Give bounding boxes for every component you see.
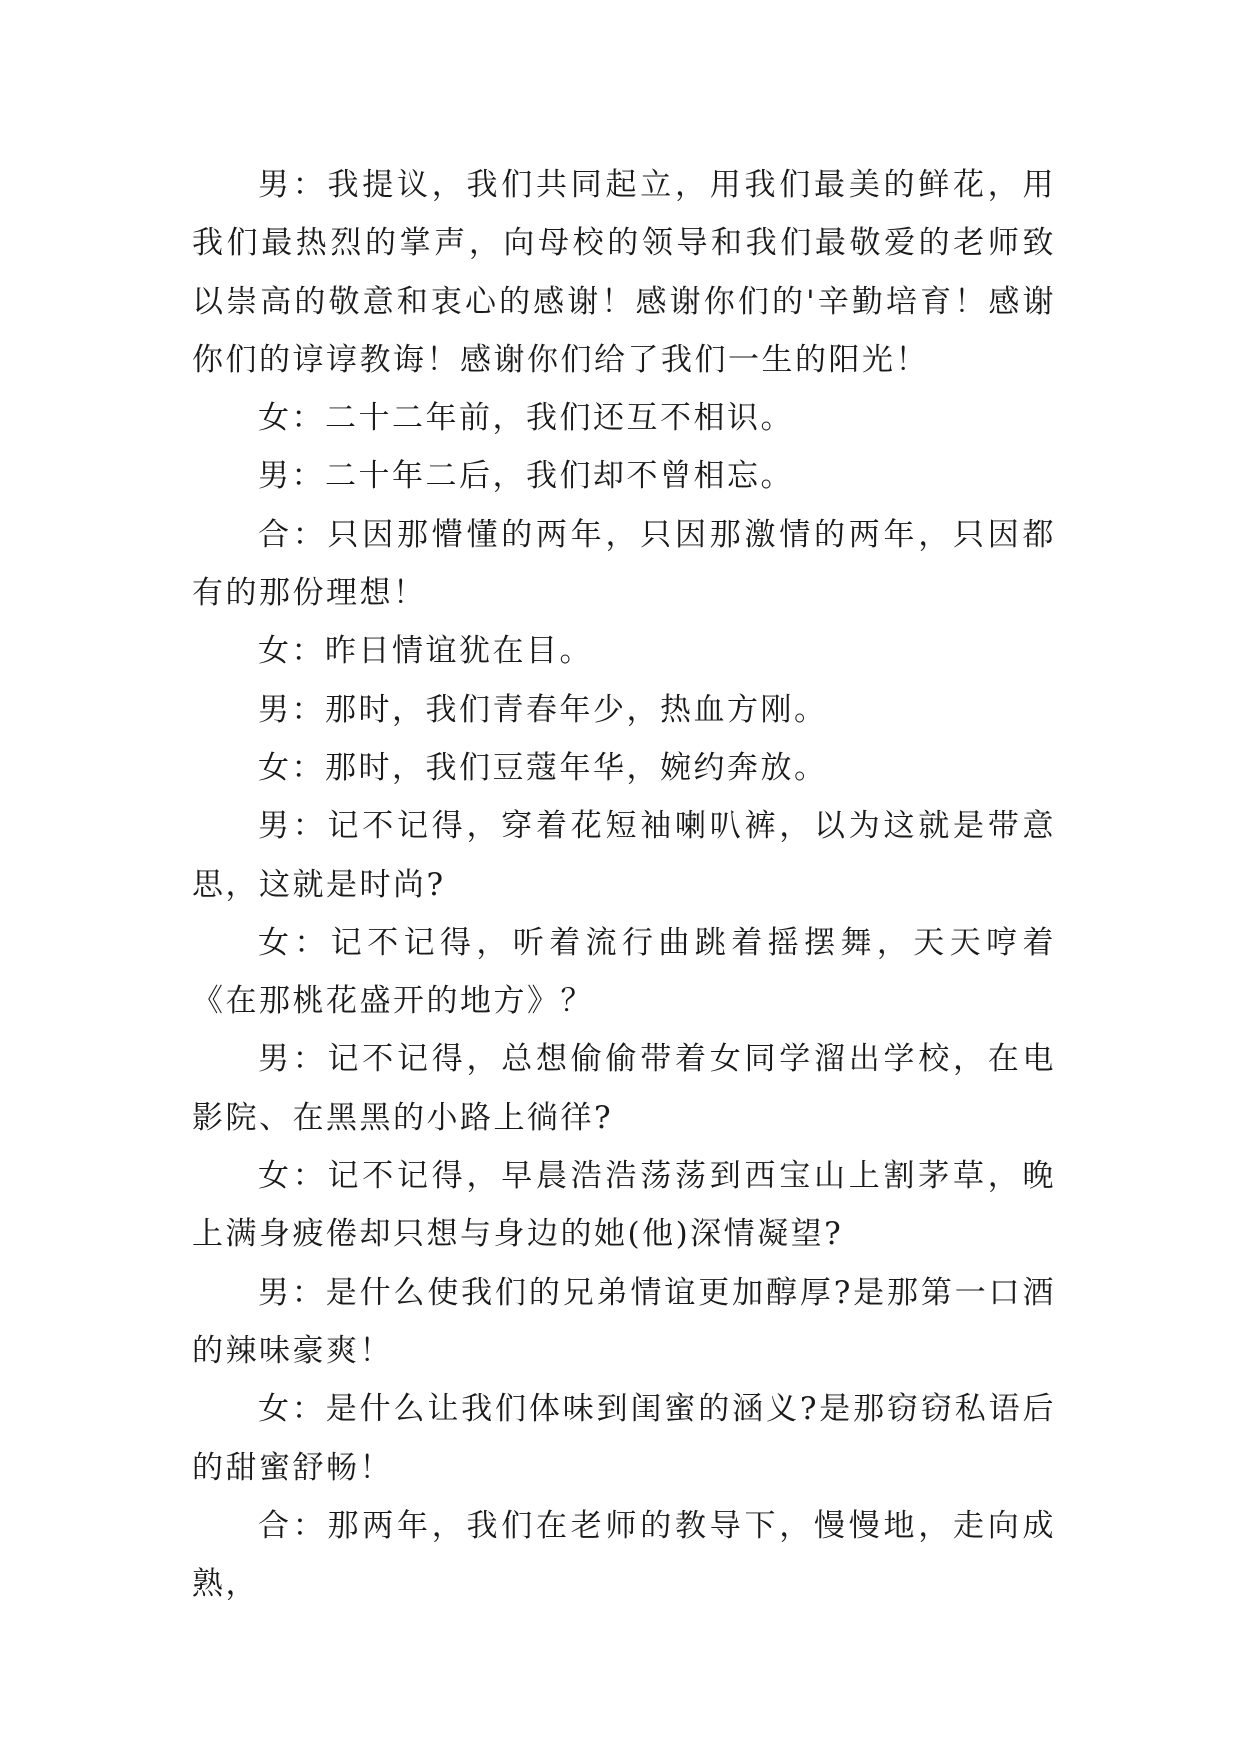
paragraph: 男：记不记得，总想偷偷带着女同学溜出学校，在电影院、在黑黑的小路上徜徉?: [192, 1041, 1056, 1136]
paragraph: 男：我提议，我们共同起立，用我们最美的鲜花，用我们最热烈的掌声，向母校的领导和我们最敬爱的老师致以崇高的敬意和衷心的感谢！感谢你们的'辛勤培育！感谢你们的谆谆教诲！感谢你们给了我们一生的阳光！: [192, 167, 1056, 378]
paragraph: 合：只因那懵懂的两年，只因那激情的两年，只因都有的那份理想！: [192, 516, 1056, 612]
paragraph: 女：昨日情谊犹在目。: [258, 633, 593, 670]
paragraph: 女：记不记得，早晨浩浩荡荡到西宝山上割茅草，晚上满身疲倦却只想与身边的她(他)深情凝望?: [192, 1158, 1056, 1253]
paragraph: 女：记不记得，听着流行曲跳着摇摆舞，天天哼着《在那桃花盛开的地方》？: [192, 924, 1056, 1020]
paragraph: 女：是什么让我们体味到闺蜜的涵义?是那窃窃私语后的甜蜜舒畅！: [192, 1391, 1056, 1486]
paragraph: 男：记不记得，穿着花短袖喇叭裤，以为这就是带意思，这就是时尚?: [192, 808, 1056, 903]
paragraph: 男：二十年二后，我们却不曾相忘。: [258, 458, 794, 495]
paragraph: 男：是什么使我们的兄弟情谊更加醇厚?是那第一口酒的辣味豪爽！: [192, 1274, 1056, 1369]
paragraph: 女：二十二年前，我们还互不相识。: [258, 400, 794, 437]
document-body: [192, 156, 1056, 1613]
paragraph: 合：那两年，我们在老师的教导下，慢慢地，走向成熟，: [192, 1507, 1056, 1603]
paragraph: 女：那时，我们豆蔻年华，婉约奔放。: [258, 749, 828, 786]
paragraph: 男：那时，我们青春年少，热血方刚。: [258, 691, 828, 728]
